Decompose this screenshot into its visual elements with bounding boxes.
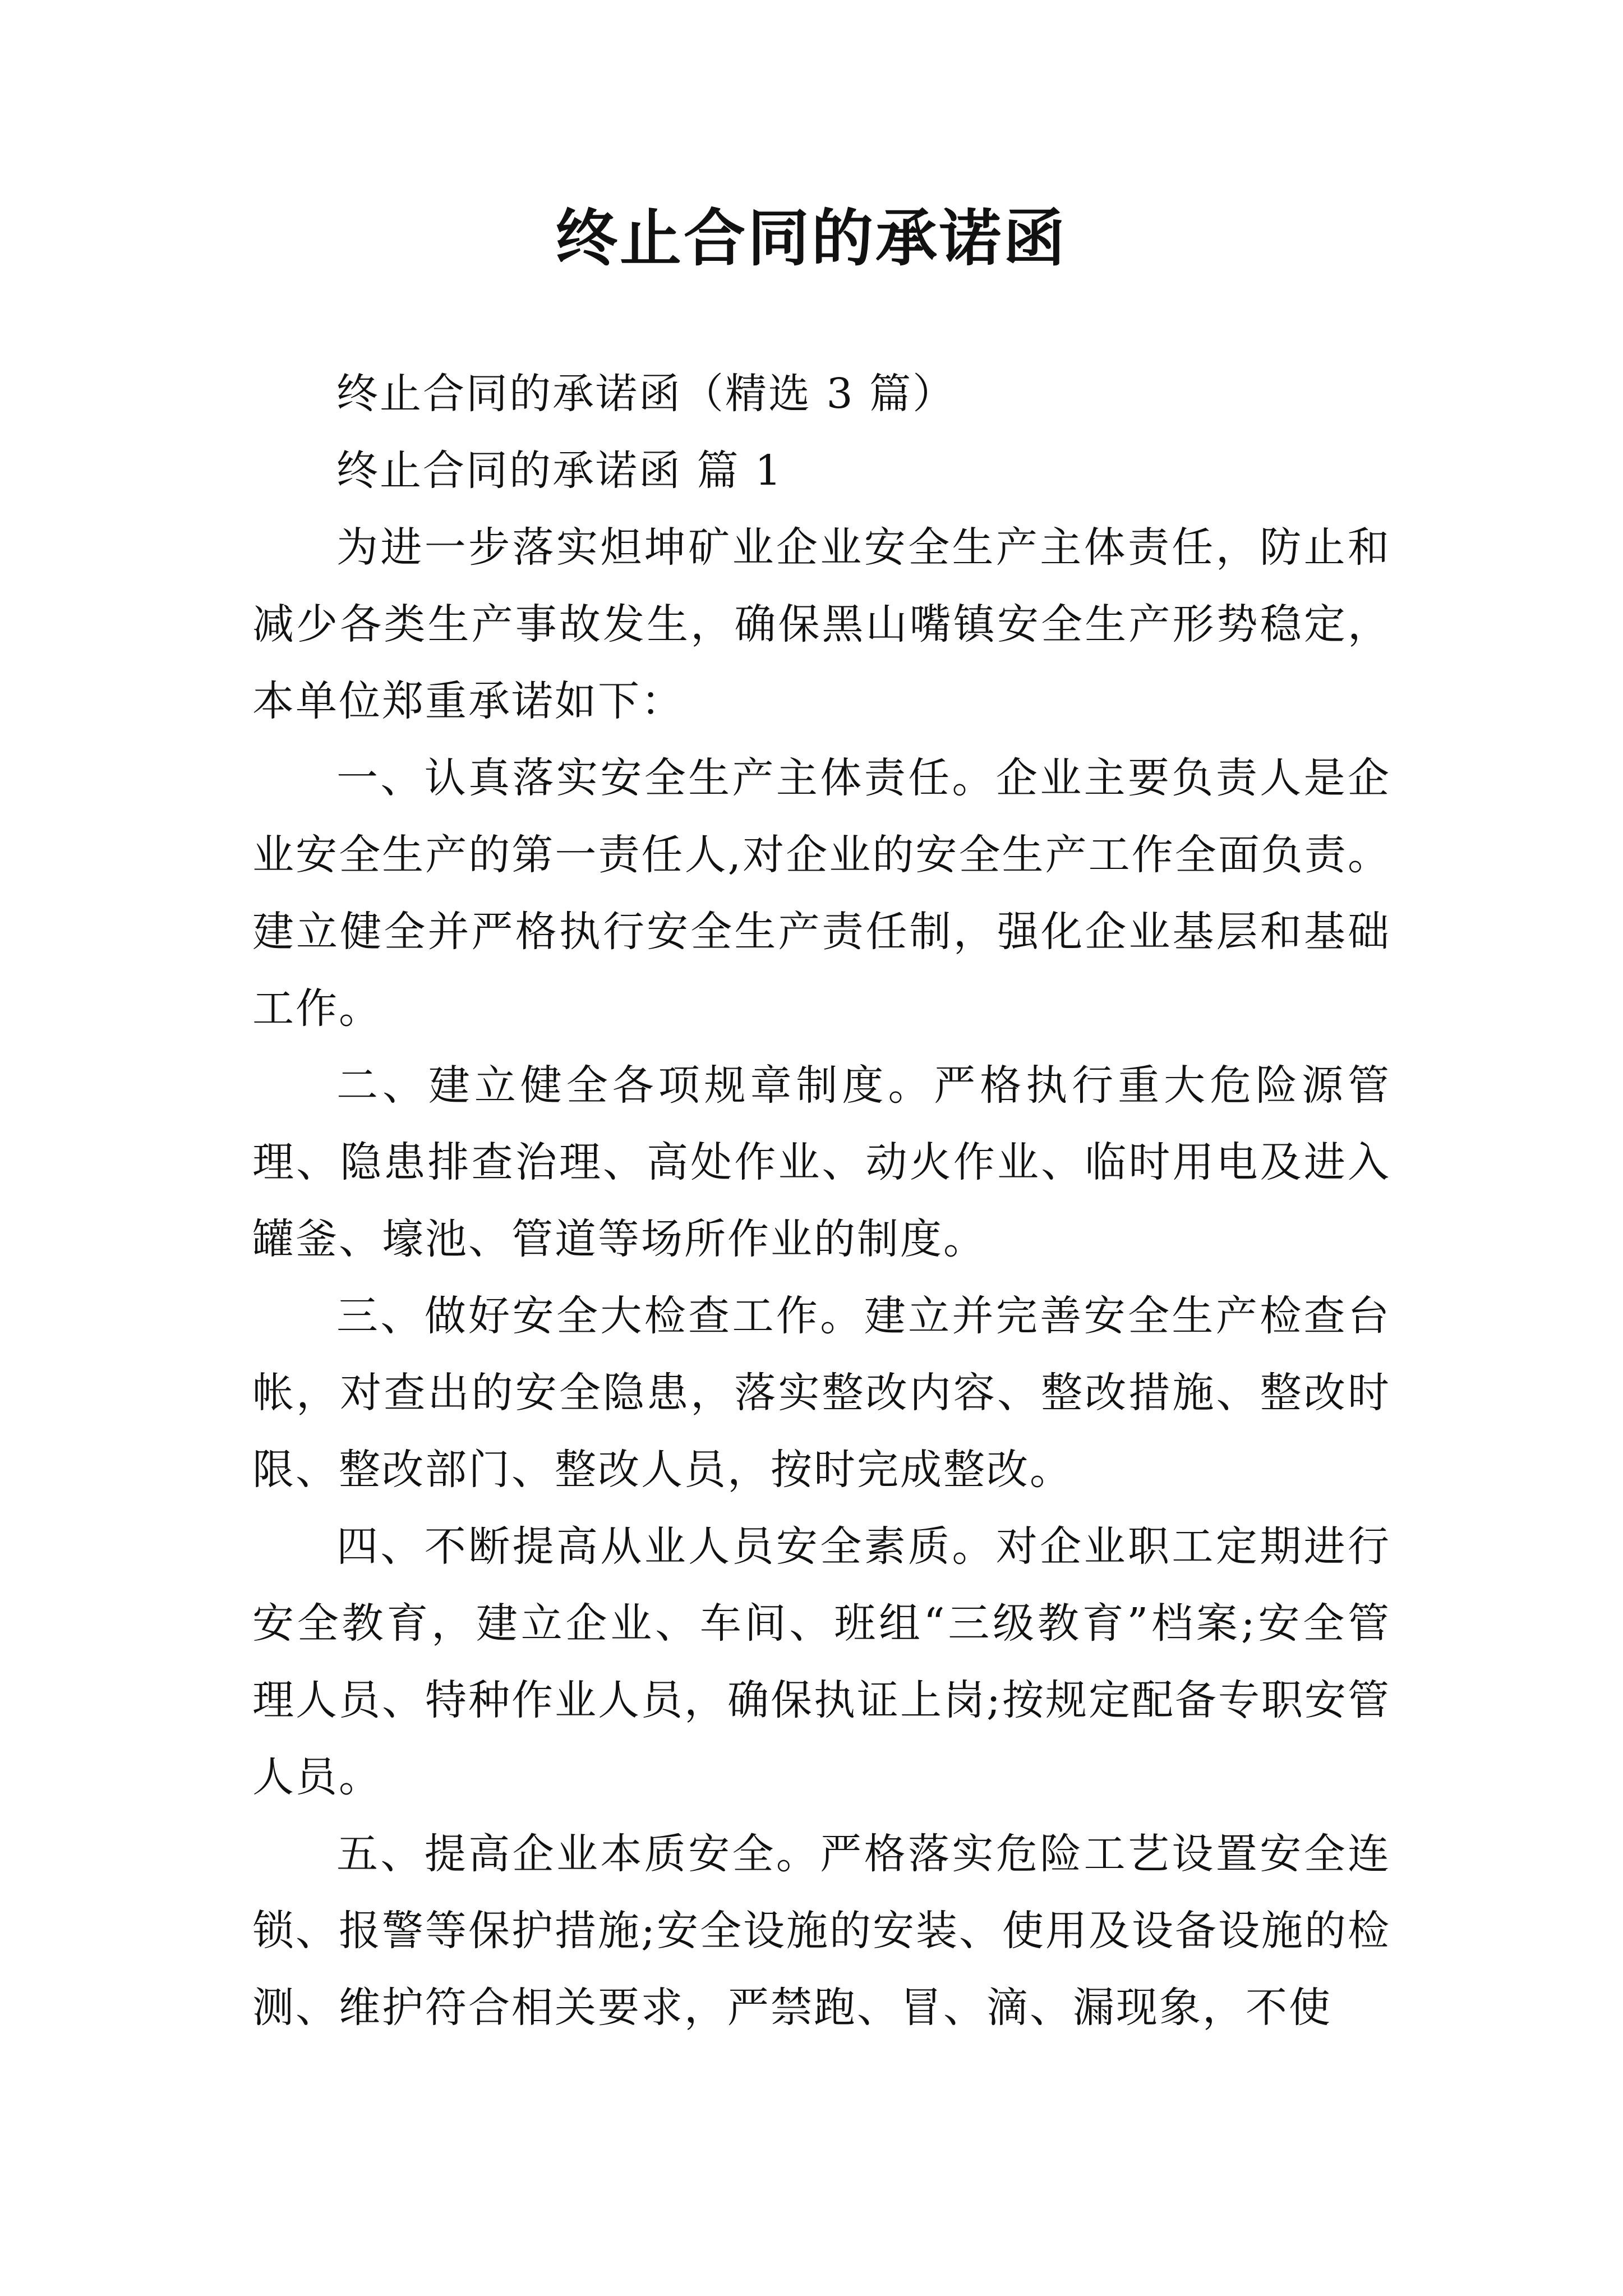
body-paragraph-item-5: 五、提高企业本质安全。严格落实危险工艺设置安全连锁、报警等保护措施;安全设施的安装、使用及设备设施的检测、维护符合相关要求，严禁跑、冒、滴、漏现象，不使 bbox=[252, 1830, 1391, 2032]
body-paragraph-item-1: 一、认真落实安全生产主体责任。企业主要负责人是企业安全生产的第一责任人,对企业的安全生产工作全面负责。建立健全并严格执行安全生产责任制，强化企业基层和基础工作。 bbox=[252, 754, 1391, 1033]
document-body bbox=[252, 356, 1391, 2046]
document-subtitle: 终止合同的承诺函（精选 3 篇） bbox=[336, 370, 956, 418]
body-paragraph-item-4: 四、不断提高从业人员安全素质。对企业职工定期进行安全教育，建立企业、车间、班组“三级教育”档案;安全管理人员、特种作业人员，确保执证上岗;按规定配备专职安管人员。 bbox=[252, 1522, 1391, 1801]
body-paragraph-item-3: 三、做好安全大检查工作。建立并完善安全生产检查台帐，对查出的安全隐患，落实整改内容、整改措施、整改时限、整改部门、整改人员，按时完成整改。 bbox=[252, 1292, 1391, 1494]
body-paragraph-item-2: 二、建立健全各项规章制度。严格执行重大危险源管理、隐患排查治理、高处作业、动火作业、临时用电及进入罐釜、壕池、管道等场所作业的制度。 bbox=[252, 1061, 1391, 1263]
body-paragraph-intro: 为进一步落实炟坤矿业企业安全生产主体责任，防止和减少各类生产事故发生，确保黑山嘴镇安全生产形势稳定，本单位郑重承诺如下： bbox=[252, 523, 1391, 725]
document-title: 终止合同的承诺函 bbox=[556, 203, 1067, 274]
section-heading: 终止合同的承诺函 篇 1 bbox=[336, 447, 783, 495]
